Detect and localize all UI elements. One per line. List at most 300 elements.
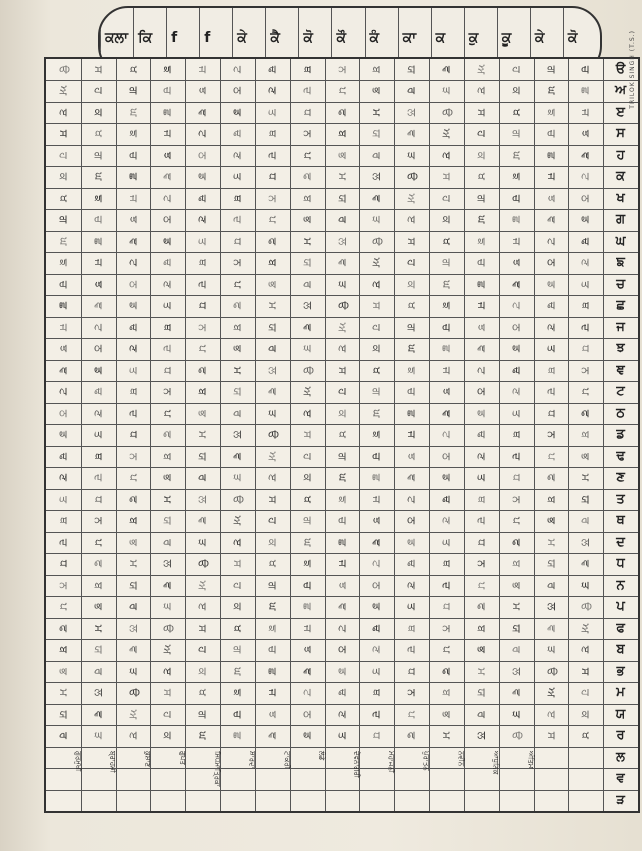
script-glyph: ਲ: [509, 667, 523, 675]
script-glyph: ਸ: [579, 667, 593, 675]
script-glyph: ਕ: [196, 667, 210, 675]
script-glyph: ਗ: [405, 323, 419, 332]
script-glyph: ਬ: [439, 689, 453, 697]
script-glyph: ਦ: [91, 474, 105, 482]
script-glyph: ਥ: [579, 302, 593, 310]
script-glyph: ਮ: [300, 237, 314, 245]
script-glyph: ਦ: [265, 151, 279, 160]
script-glyph: ਸ: [161, 688, 175, 697]
tab-label: ਕੇ: [534, 30, 545, 46]
script-glyph: ਖ: [474, 173, 488, 181]
script-glyph: ੜ: [231, 474, 245, 482]
script-glyph: ਢ: [579, 237, 593, 245]
script-glyph: ਦ: [196, 280, 210, 288]
script-glyph: ਚ: [231, 710, 245, 718]
script-glyph: ਛ: [544, 151, 558, 160]
grid-vline: [220, 59, 221, 811]
script-glyph: ਤ: [544, 345, 558, 353]
row-label: ਗੁਪਤ: [178, 751, 187, 765]
script-glyph: ਝ: [474, 323, 488, 331]
script-glyph: ਗ: [126, 87, 140, 95]
script-glyph: ਅ: [196, 580, 210, 590]
script-glyph: ਘ: [265, 602, 279, 611]
script-glyph: ਖ: [126, 66, 140, 73]
header-letter: ਤ: [616, 491, 625, 507]
script-glyph: ਘ: [439, 280, 453, 289]
script-glyph: ਟ: [579, 173, 593, 181]
script-glyph: ਸ: [91, 65, 105, 74]
script-glyph: ਯ: [370, 129, 384, 138]
script-glyph: ਜ: [196, 65, 210, 74]
script-glyph: ਗ: [509, 130, 523, 138]
script-glyph: ਵ: [509, 689, 523, 697]
script-glyph: ਥ: [370, 689, 384, 697]
script-glyph: ਸ: [439, 173, 453, 181]
script-glyph: ਟ: [91, 323, 105, 331]
script-glyph: ਵ: [405, 130, 419, 138]
script-glyph: ਭ: [300, 216, 314, 224]
script-glyph: ਢ: [335, 688, 349, 697]
script-glyph: ੜ: [335, 280, 349, 288]
script-glyph: ੲ: [161, 667, 175, 675]
script-glyph: ੜ: [579, 581, 593, 589]
tab-label: f: [171, 30, 178, 46]
script-glyph: ਯ: [231, 387, 245, 396]
script-glyph: ਢ: [405, 560, 419, 568]
script-glyph: ਨ: [405, 689, 419, 697]
script-glyph: ਚ: [91, 216, 105, 224]
script-glyph: ਟ: [196, 130, 210, 138]
row-label: ਪੁਰਾਤਨ: [422, 751, 431, 771]
script-glyph: ਅ: [56, 86, 70, 96]
grid-vline: [185, 59, 186, 811]
script-glyph: ਡ: [544, 280, 558, 288]
script-glyph: ਯ: [544, 559, 558, 568]
script-glyph: ਖ: [579, 732, 593, 740]
script-glyph: ਣ: [265, 87, 279, 95]
script-glyph: ਝ: [91, 280, 105, 288]
script-glyph: ਮ: [231, 366, 245, 374]
script-glyph: ਭ: [439, 710, 453, 718]
script-glyph: ਠ: [439, 452, 453, 460]
header-letter: ਙ: [616, 255, 625, 271]
script-glyph: ਦ: [126, 409, 140, 417]
script-glyph: ਤ: [231, 173, 245, 181]
header-letter: ਚ: [616, 276, 625, 292]
script-glyph: ਕ: [265, 538, 279, 546]
script-glyph: ਨ: [439, 624, 453, 632]
script-glyph: ਕ: [579, 710, 593, 718]
script-glyph: ਯ: [196, 452, 210, 461]
script-glyph: ਲ: [544, 602, 558, 611]
script-glyph: ਬ: [300, 194, 314, 202]
script-glyph: ਭ: [56, 667, 70, 675]
script-glyph: ੲ: [300, 409, 314, 417]
script-glyph: ਰ: [544, 581, 558, 589]
script-glyph: ਟ: [231, 65, 245, 74]
script-glyph: ਫ: [91, 560, 105, 568]
script-glyph: ਣ: [91, 409, 105, 417]
script-glyph: ਕ: [56, 173, 70, 181]
script-glyph: ਢ: [265, 65, 279, 74]
script-glyph: ਜ: [56, 323, 70, 331]
script-glyph: ਯ: [335, 194, 349, 203]
script-glyph: ਝ: [56, 345, 70, 353]
header-letter: ਫ: [616, 620, 625, 636]
script-glyph: ਅ: [474, 64, 488, 75]
script-glyph: ਫ: [439, 667, 453, 675]
script-glyph: ਯ: [56, 710, 70, 719]
script-glyph: ਖ: [196, 689, 210, 697]
script-glyph: ਤ: [265, 108, 279, 116]
script-glyph: ਵ: [439, 66, 453, 73]
script-glyph: ਫ: [231, 302, 245, 310]
script-glyph: ਯ: [126, 581, 140, 590]
script-glyph: ੜ: [544, 646, 558, 654]
tab-label: ਕੋ: [567, 30, 578, 46]
script-glyph: ਣ: [439, 517, 453, 525]
script-glyph: ਭ: [474, 646, 488, 653]
script-glyph: ਞ: [126, 237, 140, 245]
script-glyph: ਧ: [405, 667, 419, 675]
header-letter: ਝ: [616, 341, 625, 357]
script-glyph: ਦ: [161, 345, 175, 353]
script-glyph: ਵ: [544, 624, 558, 632]
script-glyph: ਹ: [370, 323, 384, 331]
script-glyph: ਧ: [439, 603, 453, 611]
script-glyph: ਜ: [91, 259, 105, 267]
script-glyph: ਞ: [370, 538, 384, 546]
script-glyph: ਫ: [300, 173, 314, 181]
script-glyph: ਡ: [300, 731, 314, 740]
script-glyph: ਟ: [335, 624, 349, 632]
script-glyph: ਮ: [161, 495, 175, 503]
script-glyph: ਵ: [231, 452, 245, 460]
tab-label: ਕੂ: [501, 30, 512, 46]
script-glyph: ਨ: [509, 495, 523, 503]
tab-label: f: [204, 30, 211, 46]
script-glyph: ਤ: [91, 431, 105, 439]
header-letter: ਞ: [616, 362, 625, 378]
script-glyph: ਗ: [370, 387, 384, 396]
row-label: ਲੰਡੇ: [317, 751, 326, 761]
script-glyph: ਨ: [544, 431, 558, 439]
script-glyph: ਣ: [126, 345, 140, 353]
script-glyph: ਢ: [161, 259, 175, 267]
script-glyph: ਚ: [439, 323, 453, 332]
script-glyph: ਵ: [335, 259, 349, 267]
script-glyph: ਚ: [474, 259, 488, 267]
script-glyph: ਘ: [405, 344, 419, 353]
script-glyph: ਮ: [579, 474, 593, 482]
script-glyph: ੜ: [161, 603, 175, 611]
script-glyph: ਢ: [231, 130, 245, 138]
script-glyph: ਬ: [126, 517, 140, 525]
script-glyph: ੳ: [439, 108, 453, 117]
script-glyph: ਖ: [405, 302, 419, 310]
script-glyph: ਞ: [161, 173, 175, 181]
script-glyph: ਟ: [474, 366, 488, 374]
grid-vline: [464, 59, 465, 811]
script-glyph: ਗ: [474, 194, 488, 203]
script-glyph: ਅ: [300, 387, 314, 397]
script-glyph: ਚ: [300, 581, 314, 589]
script-glyph: ਪ: [405, 710, 419, 718]
script-glyph: ਞ: [439, 409, 453, 417]
script-glyph: ਬ: [91, 581, 105, 589]
script-glyph: ਥ: [126, 388, 140, 396]
script-glyph: ਹ: [439, 195, 453, 202]
script-glyph: ਸ: [544, 731, 558, 740]
script-glyph: ਬ: [509, 560, 523, 568]
script-glyph: ਚ: [509, 194, 523, 203]
script-glyph: ਙ: [405, 366, 419, 374]
script-glyph: ੲ: [405, 216, 419, 224]
script-glyph: ਕ: [474, 151, 488, 160]
script-glyph: ੲ: [196, 602, 210, 611]
script-glyph: ਟ: [56, 388, 70, 396]
script-glyph: ਜ: [509, 237, 523, 245]
script-glyph: ਮ: [265, 302, 279, 310]
script-glyph: ਜ: [335, 560, 349, 568]
script-glyph: ਸ: [405, 237, 419, 246]
script-glyph: ਚ: [265, 645, 279, 654]
script-glyph: ਠ: [231, 87, 245, 95]
script-glyph: ਮ: [439, 731, 453, 740]
script-glyph: ਮ: [91, 624, 105, 632]
script-glyph: ਲ: [370, 173, 384, 181]
script-glyph: ਛ: [509, 216, 523, 224]
script-glyph: ਲ: [231, 431, 245, 439]
script-glyph: ੲ: [544, 710, 558, 718]
script-glyph: ਡ: [335, 667, 349, 675]
script-glyph: ੲ: [474, 87, 488, 95]
script-glyph: ਡ: [474, 409, 488, 417]
script-glyph: ਯ: [265, 323, 279, 332]
script-glyph: ਮ: [474, 667, 488, 675]
script-glyph: ਰ: [335, 216, 349, 224]
script-glyph: ਠ: [56, 409, 70, 417]
row-label: ਗੁਰਮੁਖੀ: [73, 751, 82, 772]
script-glyph: ਭ: [91, 603, 105, 611]
tab-label: ਕੋ: [303, 30, 313, 46]
script-glyph: ਠ: [370, 581, 384, 589]
script-glyph: ਛ: [474, 280, 488, 288]
script-glyph: ਘ: [196, 731, 210, 740]
script-glyph: ਘ: [91, 172, 105, 182]
script-glyph: ਝ: [405, 452, 419, 460]
script-glyph: ਖ: [335, 431, 349, 439]
script-glyph: ਞ: [474, 345, 488, 353]
script-glyph: ਘ: [300, 538, 314, 547]
script-glyph: ਨ: [196, 323, 210, 331]
script-glyph: ਲ: [335, 237, 349, 246]
header-letter: ਜ: [616, 319, 625, 335]
script-glyph: ਥ: [196, 259, 210, 267]
script-glyph: ਸ: [231, 559, 245, 568]
script-glyph: ਕ: [300, 473, 314, 482]
script-glyph: ਟ: [509, 302, 523, 310]
script-glyph: ਖ: [439, 237, 453, 245]
script-glyph: ਡ: [161, 237, 175, 245]
script-glyph: ਦ: [509, 452, 523, 460]
script-glyph: ਥ: [56, 517, 70, 525]
script-glyph: ੳ: [231, 495, 245, 504]
script-glyph: ਣ: [196, 216, 210, 224]
script-glyph: ਰ: [231, 409, 245, 417]
row-label: ਅੰਤਿਮ: [526, 751, 535, 769]
script-glyph: ਘ: [335, 473, 349, 482]
script-glyph: ਸ: [196, 624, 210, 632]
script-glyph: ਟ: [405, 495, 419, 503]
script-glyph: ਥ: [439, 560, 453, 568]
script-glyph: ਧ: [161, 366, 175, 374]
tab-label: ਕੌ: [336, 30, 347, 46]
row-label: ਦੇਵਨਾਗਰੀ: [352, 751, 361, 778]
script-glyph: ੳ: [544, 667, 558, 676]
header-letter: ਮ: [616, 685, 625, 701]
script-glyph: ਅ: [370, 258, 384, 268]
tab-label: ਕਲਾ: [105, 30, 129, 46]
script-glyph: ਤ: [196, 237, 210, 245]
script-glyph: ਖ: [56, 194, 70, 202]
script-glyph: ਛ: [370, 474, 384, 482]
script-glyph: ਠ: [579, 194, 593, 203]
script-glyph: ਗ: [91, 151, 105, 160]
script-glyph: ਞ: [196, 108, 210, 116]
script-glyph: ਠ: [91, 345, 105, 353]
header-letter: ਗ: [616, 212, 626, 228]
header-letter: ਠ: [616, 405, 625, 421]
script-glyph: ਰ: [56, 732, 70, 739]
row-label: ਕੁਸ਼ਾਣ: [143, 751, 152, 767]
script-glyph: ਕ: [509, 87, 523, 95]
script-glyph: ਬ: [265, 259, 279, 267]
script-glyph: ਠ: [474, 388, 488, 396]
grid-vline: [325, 59, 326, 811]
script-glyph: ਖ: [370, 366, 384, 374]
script-glyph: ਹ: [196, 646, 210, 653]
script-glyph: ਪ: [439, 646, 453, 654]
script-glyph: ਮ: [370, 108, 384, 117]
tab-label: ਕਿ: [138, 30, 153, 46]
header-letter: ਵ: [616, 771, 625, 787]
script-glyph: ਵ: [161, 581, 175, 589]
script-glyph: ਛ: [91, 237, 105, 245]
script-glyph: ਣ: [56, 474, 70, 482]
script-glyph: ਨ: [335, 66, 349, 73]
script-glyph: ਭ: [544, 517, 558, 525]
header-letter: ਘ: [615, 233, 626, 249]
script-glyph: ਧ: [56, 560, 70, 568]
script-glyph: ਟ: [370, 560, 384, 568]
script-glyph: ਪ: [474, 581, 488, 589]
script-glyph: ਰ: [265, 345, 279, 353]
script-glyph: ਚ: [56, 280, 70, 289]
header-letter: ਬ: [616, 642, 625, 658]
script-glyph: ਖ: [91, 130, 105, 138]
script-glyph: ਦ: [579, 323, 593, 331]
script-glyph: ਹ: [405, 259, 419, 267]
script-glyph: ਡ: [579, 216, 593, 224]
script-glyph: ਙ: [335, 495, 349, 503]
tab-label: ਕੰ: [369, 30, 380, 46]
script-glyph: ਮ: [509, 603, 523, 611]
script-glyph: ਣ: [474, 452, 488, 460]
script-glyph: ਲ: [474, 731, 488, 740]
header-letter: ਧ: [616, 556, 625, 572]
script-glyph: ਰ: [300, 280, 314, 288]
script-glyph: ਰ: [474, 710, 488, 718]
script-glyph: ਬ: [335, 130, 349, 138]
script-glyph: ਯ: [405, 65, 419, 74]
script-glyph: ਸ: [474, 108, 488, 117]
script-glyph: ਘ: [509, 151, 523, 160]
script-glyph: ਞ: [509, 280, 523, 288]
script-glyph: ੳ: [196, 559, 210, 568]
script-glyph: ਫ: [474, 603, 488, 611]
script-glyph: ਲ: [579, 538, 593, 546]
script-glyph: ੜ: [370, 216, 384, 224]
script-glyph: ਛ: [56, 302, 70, 310]
script-glyph: ੜ: [300, 345, 314, 353]
script-glyph: ਫ: [56, 624, 70, 632]
script-glyph: ਘ: [370, 409, 384, 418]
script-glyph: ਘ: [544, 86, 558, 96]
script-glyph: ੳ: [335, 301, 349, 310]
script-glyph: ਜ: [265, 688, 279, 697]
script-glyph: ਲ: [126, 624, 140, 632]
row-label: ਬ੍ਰਾਹਮੀ: [108, 751, 117, 773]
header-letter: ਨ: [616, 577, 625, 593]
grid-vline: [499, 59, 500, 811]
row-label: ਮਹਾਜਨੀ: [387, 751, 396, 773]
script-glyph: ਗ: [439, 259, 453, 267]
script-glyph: ਮ: [126, 560, 140, 568]
script-glyph: ਰ: [405, 87, 419, 95]
script-glyph: ਵ: [370, 194, 384, 202]
script-glyph: ਢ: [91, 388, 105, 396]
script-glyph: ਧ: [91, 495, 105, 503]
script-glyph: ਦ: [474, 517, 488, 525]
script-glyph: ਣ: [335, 710, 349, 718]
script-glyph: ਨ: [474, 560, 488, 568]
script-glyph: ਹ: [231, 581, 245, 589]
grid-vline: [116, 59, 117, 811]
script-glyph: ਛ: [335, 538, 349, 546]
script-glyph: ਸ: [56, 130, 70, 138]
script-glyph: ਖ: [509, 108, 523, 116]
script-glyph: ਯ: [91, 645, 105, 654]
script-glyph: ਪ: [231, 280, 245, 288]
script-glyph: ਢ: [196, 194, 210, 202]
script-glyph: ਥ: [231, 194, 245, 202]
script-glyph: ਡ: [439, 474, 453, 482]
script-glyph: ਙ: [91, 194, 105, 202]
script-glyph: ਤ: [126, 366, 140, 374]
script-glyph: ਜ: [405, 431, 419, 439]
grid-vline: [534, 59, 535, 811]
script-glyph: ਣ: [370, 646, 384, 654]
script-glyph: ੳ: [161, 624, 175, 633]
script-glyph: ਙ: [56, 259, 70, 267]
row-label: ਟਾਕਰੀ: [282, 751, 291, 769]
script-glyph: ਹ: [91, 87, 105, 95]
script-glyph: ਦ: [300, 87, 314, 95]
grid-vline: [150, 59, 151, 811]
script-glyph: ੳ: [56, 65, 70, 74]
script-glyph: ਤ: [161, 302, 175, 310]
